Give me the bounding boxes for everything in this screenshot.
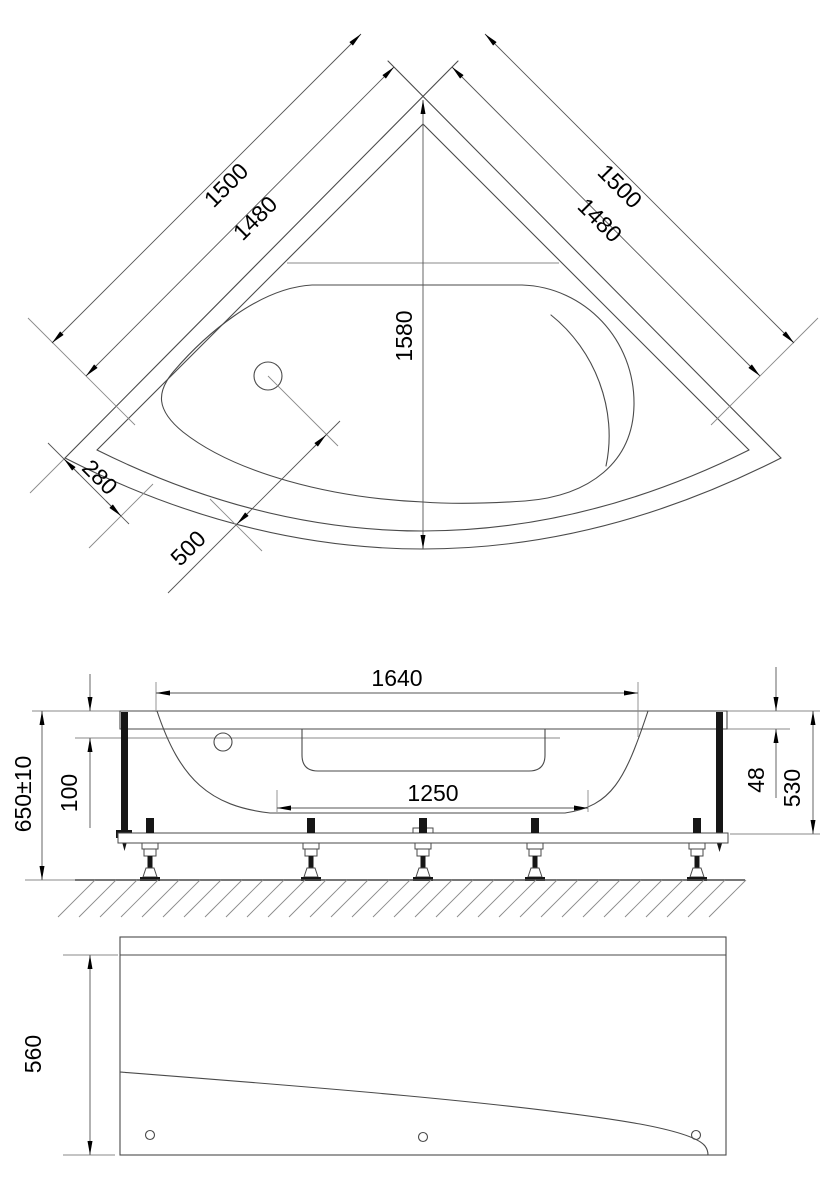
dim-rim-height (743, 667, 776, 798)
left-mounting-bar (116, 712, 132, 851)
dim-drain-offset (165, 376, 340, 593)
hatch-line (310, 880, 347, 917)
hatch-line (331, 880, 368, 917)
dim-label: 1580 (391, 310, 418, 362)
hatch-line (79, 880, 116, 917)
panel-hole (692, 1131, 701, 1140)
hatch-line (289, 880, 326, 917)
plan-view (28, 34, 818, 593)
panel-hole (146, 1131, 155, 1140)
hatch-line (646, 880, 683, 917)
hatch-line (373, 880, 410, 917)
panel-outline (120, 937, 726, 1155)
dim-overall-width (156, 665, 638, 737)
dim-label: 1480 (227, 190, 283, 246)
adjustable-leg (301, 818, 321, 881)
hatch-line (625, 880, 662, 917)
dim-install-height (10, 711, 42, 880)
hatch-line (163, 880, 200, 917)
panel-hole (419, 1133, 428, 1142)
dim-label: 48 (743, 767, 770, 793)
hatch-line (142, 880, 179, 917)
support-frame (118, 833, 728, 843)
hatch-line (667, 880, 704, 917)
dim-label: 1500 (592, 158, 648, 214)
extension-line (28, 318, 135, 425)
backrest-contour (551, 315, 609, 466)
hatch-line (478, 880, 515, 917)
hatch-line (247, 880, 284, 917)
hatch-line (268, 880, 305, 917)
extension-line-through-drain (268, 376, 338, 446)
panel-curve (120, 1072, 708, 1155)
tub-right-slope (565, 711, 648, 813)
dim-label: 1250 (407, 780, 459, 807)
dim-arrow (106, 501, 121, 516)
corner-extension-line (30, 458, 65, 493)
hatch-line (415, 880, 452, 917)
tub-left-slope (157, 711, 270, 813)
adjustable-leg (413, 818, 433, 881)
dim-label: 280 (77, 454, 123, 500)
dim-label: 650±10 (10, 755, 37, 833)
hatch-line (205, 880, 242, 917)
hatch-line (121, 880, 158, 917)
dim-label: 530 (779, 768, 806, 808)
adjustable-leg (687, 818, 707, 881)
dim-panel-height (20, 955, 118, 1155)
dim-label: 1480 (572, 192, 628, 248)
outer-edge-left (65, 61, 458, 458)
hatch-line (394, 880, 431, 917)
dim-bottom-length (277, 780, 588, 812)
right-mounting-bar (711, 712, 727, 852)
hatch-line (436, 880, 473, 917)
outer-edge-right (388, 61, 781, 458)
adjustable-leg (525, 818, 545, 881)
hatch-line (499, 880, 536, 917)
hatch-line (709, 880, 746, 917)
hatch-line (583, 880, 620, 917)
overflow-circle (214, 733, 232, 751)
dim-label: 500 (165, 525, 211, 571)
dim-arrow (237, 511, 250, 524)
hatch-line (58, 880, 95, 917)
dim-label: 1640 (371, 665, 423, 692)
hatch-line (352, 880, 389, 917)
panel-view (20, 937, 726, 1155)
dim-diagonal (391, 100, 423, 549)
hatch-line (562, 880, 599, 917)
dim-label: 560 (20, 1034, 47, 1074)
hatch-line (226, 880, 263, 917)
extension-line (711, 318, 818, 425)
dim-right-sides (452, 34, 818, 425)
ground-hatching (58, 880, 746, 917)
dim-arrow (313, 435, 326, 448)
dim-rim-to-overflow (56, 674, 90, 828)
seat-recess (302, 729, 545, 771)
hatch-line (520, 880, 557, 917)
hatch-line (604, 880, 641, 917)
elevation-view (10, 665, 820, 917)
hatch-line (100, 880, 137, 917)
dim-label: 1500 (198, 157, 254, 213)
hatch-line (184, 880, 221, 917)
dim-label: 100 (56, 773, 83, 813)
hatch-line (688, 880, 725, 917)
hatch-line (541, 880, 578, 917)
hatch-line (457, 880, 494, 917)
adjustable-leg (140, 818, 160, 881)
dim-corner-offset (48, 443, 153, 548)
dim-left-sides (28, 34, 394, 425)
